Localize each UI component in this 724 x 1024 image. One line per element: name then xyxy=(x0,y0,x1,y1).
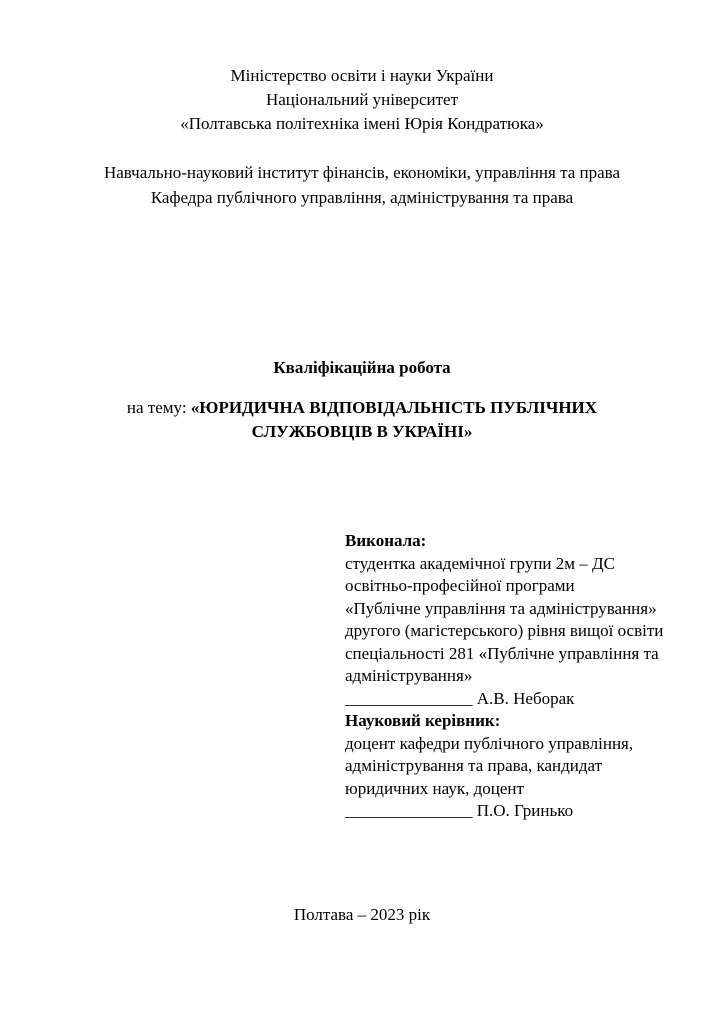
header-block xyxy=(0,0,724,136)
ministry-line: Міністерство освіти і науки України xyxy=(230,66,494,85)
university-name-line: Національний університет xyxy=(265,90,459,109)
supervisor-heading: Науковий керівник: xyxy=(345,711,501,730)
supervisor-signature-line: _______________ П.О. Гринько xyxy=(345,801,574,820)
credits-block xyxy=(345,530,675,823)
university-title-line: «Полтавська політехніка імені Юрія Кондратюка» xyxy=(180,114,544,133)
author-heading: Виконала: xyxy=(345,531,427,550)
author-signature-line: _______________ А.В. Неборак xyxy=(345,688,575,708)
footer-city-year: Полтава – 2023 рік xyxy=(293,905,431,924)
supervisor-detail-line: доцент кафедри публічного управління, xyxy=(345,733,634,753)
author-detail-line: другого (магістерського) рівня вищої освіти xyxy=(345,621,664,640)
supervisor-detail-line: адміністрування та права, кандидат xyxy=(345,756,603,775)
department-line: Кафедра публічного управління, адміністрування та права xyxy=(150,188,574,207)
author-detail-line: освітньо-професійної програми xyxy=(345,576,575,595)
author-detail-line: «Публічне управління та адміністрування» xyxy=(345,598,657,618)
institute-line: Навчально-науковий інститут фінансів, економіки, управління та права xyxy=(103,163,621,182)
topic-block xyxy=(97,396,627,444)
author-detail-line: спеціальності 281 «Публічне управління та xyxy=(345,643,659,663)
institute-block xyxy=(0,160,724,210)
topic-title: «ЮРИДИЧНА ВІДПОВІДАЛЬНІСТЬ ПУБЛІЧНИХ СЛУЖБОВЦІВ В УКРАЇНІ» xyxy=(190,398,598,441)
author-detail-line: студентка академічної групи 2м – ДС xyxy=(345,553,615,573)
work-type-title: Кваліфікаційна робота xyxy=(273,358,451,377)
supervisor-detail-line: юридичних наук, доцент xyxy=(345,778,524,798)
author-detail-line: адміністрування» xyxy=(345,666,473,685)
topic-prefix: на тему: xyxy=(126,398,191,417)
